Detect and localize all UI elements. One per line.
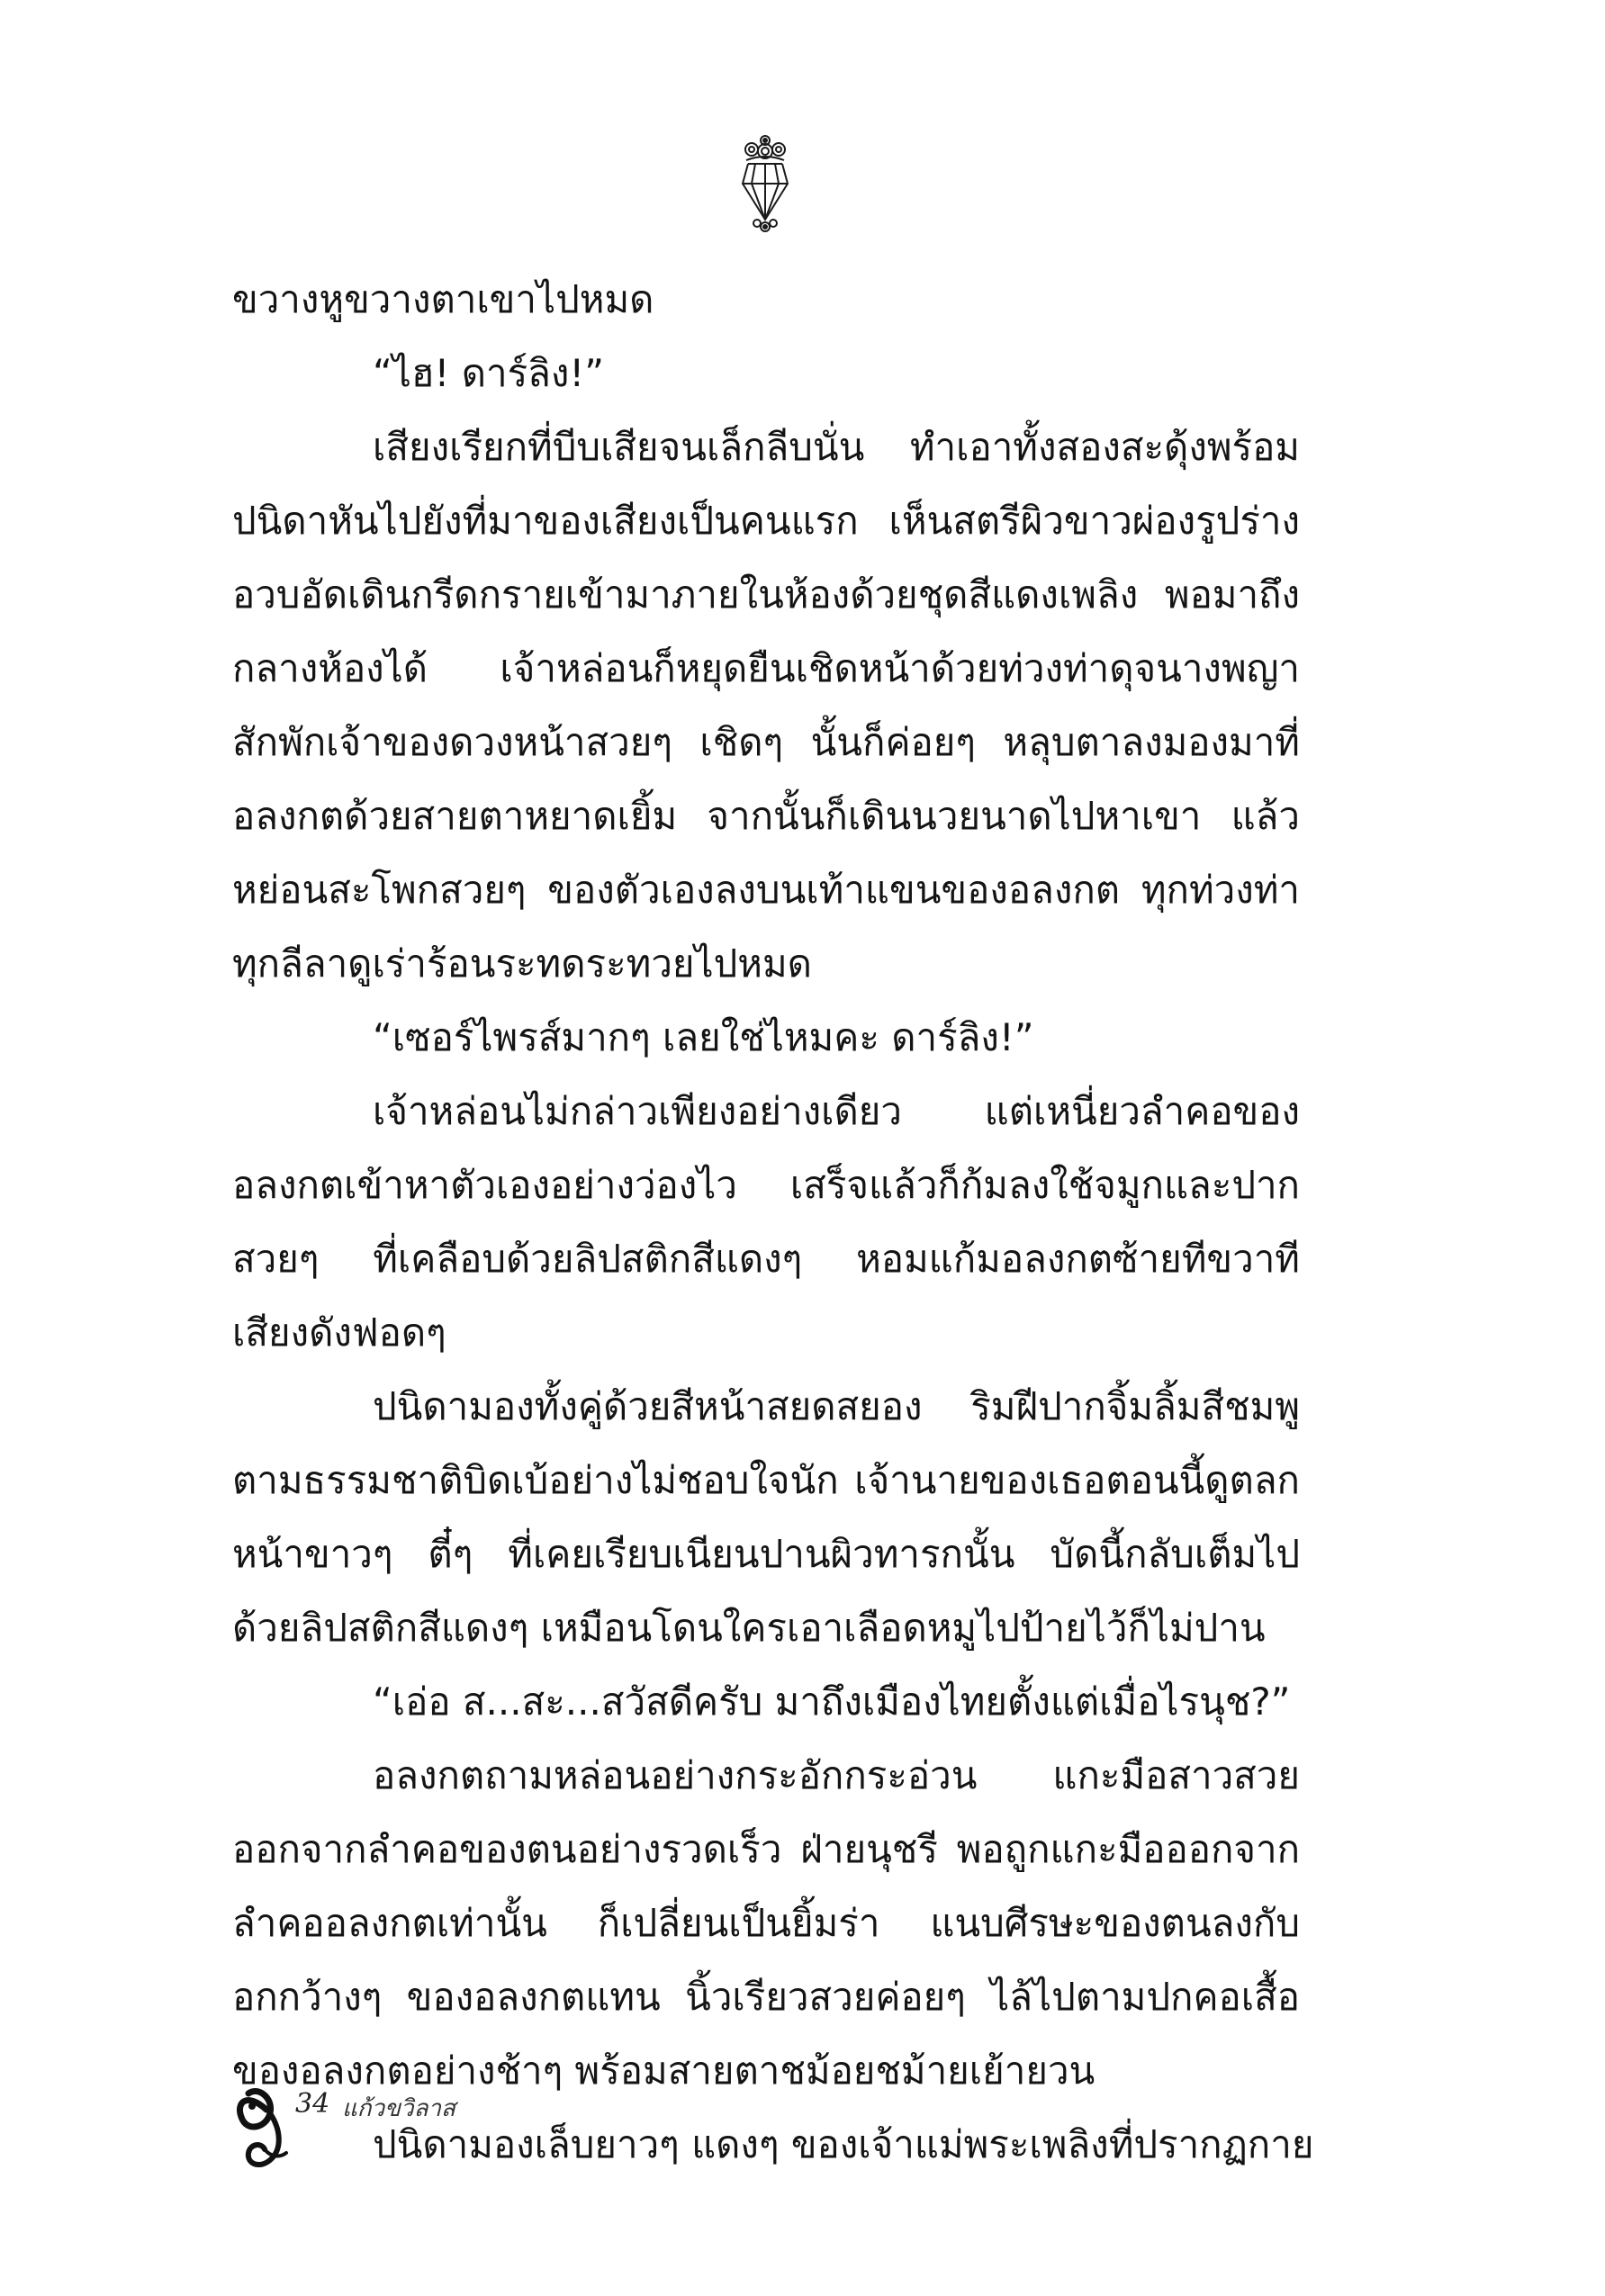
text-line: สวยๆ ที่เคลือบด้วยลิปสติกสีแดงๆ หอมแก้มอลงกตซ้ายทีขวาที xyxy=(232,1237,1300,1281)
body-text xyxy=(232,263,1314,2182)
text-line: เจ้าหล่อนไม่กล่าวเพียงอย่างเดียว แต่เหนี่ยวลำคอของ xyxy=(373,1089,1300,1133)
text-line: ปนิดามองทั้งคู่ด้วยสีหน้าสยดสยอง ริมฝีปากจิ้มลิ้มสีชมพู xyxy=(373,1384,1300,1428)
text-line: “เซอร์ไพรส์มากๆ เลยใช่ไหมคะ ดาร์ลิง!” xyxy=(373,1015,1034,1059)
paragraph xyxy=(232,410,1300,1001)
paragraph xyxy=(232,1001,1300,1075)
text-line: เสียงเรียกที่บีบเสียจนเล็กลีบนั่น ทำเอาทั้งสองสะดุ้งพร้อม xyxy=(373,425,1300,469)
text-line: ออกจากลำคอของตนอย่างรวดเร็ว ฝ่ายนุชรี พอถูกแกะมือออกจาก xyxy=(232,1827,1300,1871)
text-line: อกกว้างๆ ของอลงกตแทน นิ้วเรียวสวยค่อยๆ ไล้ไปตามปกคอเสื้อ xyxy=(232,1975,1300,2019)
text-line: สักพักเจ้าของดวงหน้าสวยๆ เชิดๆ นั้นก็ค่อยๆ หลุบตาลงมองมาที่ xyxy=(232,720,1300,764)
text-line: ปนิดามองเล็บยาวๆ แดงๆ ของเจ้าแม่พระเพลิงที่ปรากฏกาย xyxy=(373,2122,1314,2166)
text-line: อลงกตถามหล่อนอย่างกระอักกระอ่วน แกะมือสาวสวย xyxy=(373,1753,1300,1797)
text-line: หย่อนสะโพกสวยๆ ของตัวเองลงบนเท้าแขนของอลงกต ทุกท่วงท่า xyxy=(232,868,1300,912)
flourish-ornament-icon xyxy=(230,2066,301,2174)
page-footer xyxy=(230,2066,591,2174)
text-line: ของอลงกตอย่างช้าๆ พร้อมสายตาชม้อยชม้ายเย้ายวน xyxy=(232,2048,1096,2093)
paragraph xyxy=(232,263,1300,337)
page-number: 34 xyxy=(295,2088,330,2120)
text-line: อลงกตเข้าหาตัวเองอย่างว่องไว เสร็จแล้วก็ก้มลงใช้จมูกและปาก xyxy=(232,1163,1300,1207)
text-line: อวบอัดเดินกรีดกรายเข้ามาภายในห้องด้วยชุดสีแดงเพลิง พอมาถึง xyxy=(232,572,1300,617)
text-line: ขวางหูขวางตาเขาไปหมด xyxy=(232,277,654,321)
paragraph xyxy=(232,1075,1300,1370)
text-line: ลำคออลงกตเท่านั้น ก็เปลี่ยนเป็นยิ้มร่า แนบศีรษะของตนลงกับ xyxy=(232,1901,1300,1945)
text-line: กลางห้องได้ เจ้าหล่อนก็หยุดยืนเชิดหน้าด้วยท่วงท่าดุจนางพญา xyxy=(232,646,1300,690)
paragraph xyxy=(232,1665,1300,1739)
text-line: อลงกตด้วยสายตาหยาดเยิ้ม จากนั้นก็เดินนวยนาดไปหาเขา แล้ว xyxy=(232,794,1300,838)
lantern-ornament-icon xyxy=(739,133,791,234)
paragraph xyxy=(232,337,1300,410)
paragraph xyxy=(232,1370,1300,1665)
text-line: “ไฮ! ดาร์ลิง!” xyxy=(373,351,604,395)
text-line: หน้าขาวๆ ตี๋ๆ ที่เคยเรียบเนียนปานผิวทารกนั้น บัดนี้กลับเต็มไป xyxy=(232,1532,1300,1576)
book-title: แก้วขวิลาส xyxy=(342,2095,455,2122)
text-line: เสียงดังฟอดๆ xyxy=(232,1310,446,1355)
text-line: “เอ่อ ส...สะ...สวัสดีครับ มาถึงเมืองไทยตั้งแต่เมื่อไรนุช?” xyxy=(373,1679,1291,1724)
text-line: ตามธรรมชาติบิดเบ้อย่างไม่ชอบใจนัก เจ้านายของเธอตอนนี้ดูตลก xyxy=(232,1458,1300,1502)
paragraph xyxy=(232,1739,1300,2108)
text-line: ปนิดาหันไปยังที่มาของเสียงเป็นคนแรก เห็นสตรีผิวขาวผ่องรูปร่าง xyxy=(232,499,1300,543)
text-line: ทุกลีลาดูเร่าร้อนระทดระทวยไปหมด xyxy=(232,941,812,986)
text-line: ด้วยลิปสติกสีแดงๆ เหมือนโดนใครเอาเลือดหมูไปป้ายไว้ก็ไม่ปาน xyxy=(232,1606,1266,1650)
